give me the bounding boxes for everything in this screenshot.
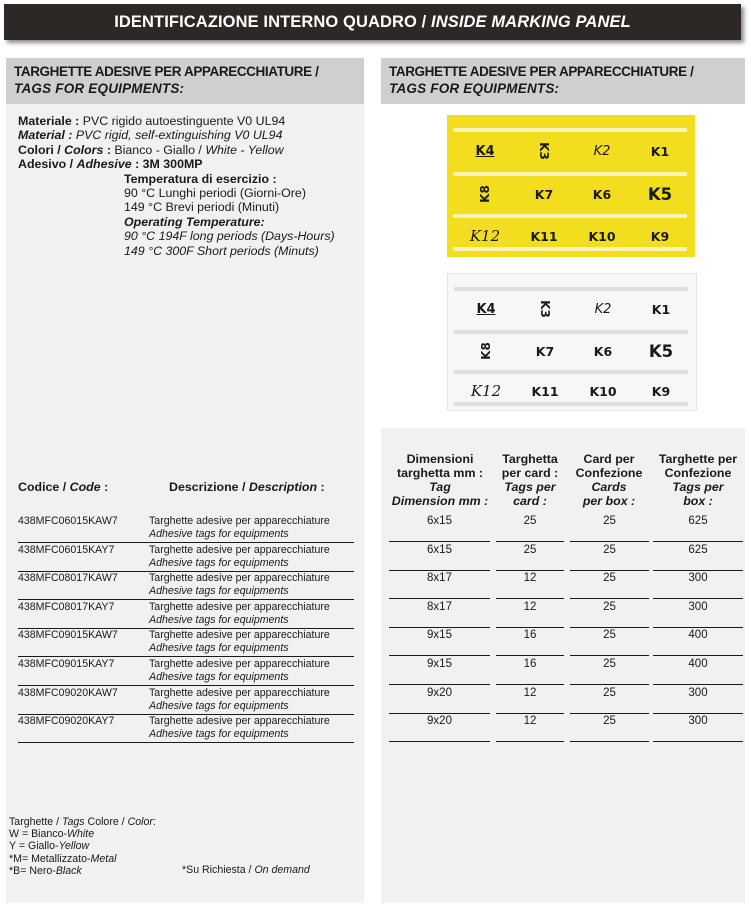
cards-per-box: 25 [603, 600, 616, 613]
tag-label: K11 [530, 228, 558, 244]
product-code: 438MFC08017KAW7 [18, 572, 118, 585]
table-row [18, 687, 358, 713]
row-divider [570, 541, 649, 542]
left-panel-heading [6, 58, 364, 104]
tag-dimension: 6x15 [427, 515, 452, 527]
description-italian: Targhette adesive per apparecchiature [149, 658, 330, 670]
tags-per-box: 300 [688, 600, 708, 613]
cards-per-box: 25 [603, 572, 616, 585]
product-code: 438MFC09015KAY7 [18, 658, 115, 670]
row-divider [496, 627, 564, 628]
cards-per-box: 25 [603, 715, 616, 728]
tag-dimension: 8x17 [427, 600, 452, 613]
tag-dimension-header: Dimensioni targhetta mm : Tag Dimension mm : [391, 452, 489, 508]
row-divider [389, 598, 490, 599]
tag-label: K8 [478, 185, 492, 203]
description-column-header: Descrizione / Description : [169, 480, 325, 494]
colors-label: Colori / [18, 142, 65, 157]
description-english: Adhesive tags for equipments [149, 642, 289, 655]
tag-label: K1 [650, 143, 670, 159]
tag-label: K3 [537, 142, 551, 160]
on-demand-note: *Su Richiesta / On demand [182, 864, 310, 876]
description-english: Adhesive tags for equipments [149, 671, 289, 683]
row-divider [496, 655, 564, 656]
adhesive-label-en: Adhesive [76, 157, 132, 172]
page-title: IDENTIFICAZIONE INTERNO QUADRO / [114, 12, 427, 31]
cards-per-box: 25 [603, 686, 616, 699]
row-divider [496, 741, 564, 742]
tag-dimension: 6x15 [427, 543, 452, 556]
tag-label: K12 [470, 382, 502, 400]
color-legend: Targhette / Tags Colore / Color: W = Bianco-White Y = Giallo-Yellow *M= Metallizzato-Metal *B= Nero-Black [9, 816, 156, 877]
cards-per-box: 25 [603, 515, 616, 527]
cards-per-box-header: Card per Confezione Cards per box : [575, 452, 643, 508]
tag-label: K4 [475, 143, 495, 159]
description-italian: Targhette adesive per apparecchiature [149, 629, 330, 642]
tags-per-card: 25 [523, 543, 537, 556]
colors-label-sep: : [103, 142, 111, 157]
cards-per-box: 25 [603, 629, 616, 642]
product-code: 438MFC08017KAY7 [18, 600, 115, 613]
table-row [18, 572, 358, 598]
row-divider [496, 570, 564, 571]
tag-label: K11 [531, 383, 559, 399]
row-divider [389, 570, 490, 571]
tags-per-card-header: Targhetta per card : Tags per card : [501, 452, 559, 508]
description-italian: Targhette adesive per apparecchiature [149, 686, 330, 699]
page-title-bar [4, 4, 741, 40]
tags-per-card: 16 [523, 629, 537, 642]
description-english: Adhesive tags for equipments [149, 613, 289, 626]
row-divider [570, 655, 649, 656]
description-italian: Targhette adesive per apparecchiature [149, 515, 330, 527]
description-english: Adhesive tags for equipments [149, 728, 289, 741]
tags-per-box-header: Targhette per Confezione Tags per box : [658, 452, 738, 508]
tag-label: K8 [479, 342, 493, 360]
tags-per-card: 12 [523, 715, 537, 728]
material-label-en: Material : [18, 128, 73, 143]
table-row [18, 601, 358, 627]
row-divider [653, 741, 743, 742]
row-divider [389, 541, 490, 542]
tag-dimension: 9x20 [427, 715, 452, 728]
row-divider [653, 570, 743, 571]
tag-label: K5 [648, 341, 674, 361]
operating-temperature-long: 90 °C 194F long periods (Days-Hours) [124, 229, 335, 244]
table-row [18, 715, 358, 741]
row-divider [496, 598, 564, 599]
adhesive-value: : 3M 300MP [131, 157, 203, 172]
table-row [18, 544, 358, 570]
description-italian: Targhette adesive per apparecchiature [149, 543, 330, 556]
row-divider [496, 684, 564, 685]
description-italian: Targhette adesive per apparecchiature [149, 715, 330, 728]
tag-label: K6 [593, 343, 613, 359]
colors-value: Bianco - Giallo / [110, 142, 206, 157]
right-heading-line1: TARGHETTE ADESIVE PER APPARECCHIATURE / [389, 64, 694, 79]
tags-per-box: 300 [688, 715, 708, 728]
colors-label-en: Colors [64, 142, 104, 157]
row-divider [570, 627, 649, 628]
tag-dimension: 9x15 [427, 658, 452, 670]
tags-per-box: 300 [688, 572, 708, 585]
colors-value-en: White - Yellow [205, 142, 284, 157]
specifications [18, 114, 358, 258]
tag-label: K5 [647, 184, 673, 204]
tags-per-card: 12 [523, 600, 537, 613]
tags-per-card: 25 [523, 515, 537, 527]
yellow-tag-card-image [447, 115, 695, 257]
description-english: Adhesive tags for equipments [149, 556, 289, 569]
row-divider [389, 713, 490, 714]
right-heading-line2: TAGS FOR EQUIPMENTS: [389, 81, 560, 96]
tags-per-box: 400 [688, 629, 708, 642]
product-code: 438MFC09020KAY7 [18, 715, 115, 728]
row-divider [389, 684, 490, 685]
row-divider [389, 741, 490, 742]
tag-label: K1 [651, 301, 671, 317]
tag-dimension: 8x17 [427, 572, 452, 585]
tags-per-card: 12 [523, 572, 537, 585]
tag-label: K3 [538, 300, 552, 318]
cards-per-box: 25 [603, 543, 616, 556]
right-panel-heading [381, 58, 745, 104]
description-italian: Targhette adesive per apparecchiature [149, 572, 330, 585]
row-divider [570, 684, 649, 685]
row-divider [653, 713, 743, 714]
row-divider [389, 655, 490, 656]
temperature-long: 90 °C Lunghi periodi (Giorni-Ore) [124, 186, 306, 201]
material-value: PVC rigido autoestinguente V0 UL94 [79, 114, 286, 128]
row-divider [496, 713, 564, 714]
tags-per-box: 300 [688, 686, 708, 699]
tag-label: K10 [589, 383, 617, 399]
tag-label: K7 [534, 186, 554, 202]
row-divider [496, 541, 564, 542]
tag-label: K2 [594, 301, 612, 317]
material-label: Materiale : [18, 114, 80, 128]
material-value-en: PVC rigid, self-extinguishing V0 UL94 [72, 128, 283, 143]
table-row [18, 515, 358, 541]
row-divider [570, 598, 649, 599]
adhesive-label: Adesivo / [18, 157, 77, 172]
tag-dimension: 9x20 [427, 686, 452, 699]
operating-temperature-short: 149 °C 300F Short periods (Minuts) [124, 243, 319, 258]
tags-per-card: 12 [523, 686, 537, 699]
tag-label: K2 [593, 143, 611, 159]
temperature-short: 149 °C Brevi periodi (Minuti) [124, 200, 280, 215]
tag-label: K9 [650, 228, 670, 244]
product-code: 438MFC09015KAW7 [18, 629, 118, 642]
code-column-header: Codice / Code : [18, 480, 109, 494]
tag-dimension: 9x15 [427, 629, 452, 642]
tag-label: K7 [535, 343, 555, 359]
row-divider [653, 655, 743, 656]
tag-label: K4 [476, 301, 496, 317]
tag-label: K9 [651, 383, 671, 399]
operating-temperature-label: Operating Temperature: [124, 214, 265, 229]
row-divider [653, 541, 743, 542]
row-divider [389, 627, 490, 628]
left-heading-line2: TAGS FOR EQUIPMENTS: [14, 81, 185, 96]
row-divider [570, 713, 649, 714]
row-divider [653, 684, 743, 685]
tags-per-card: 16 [523, 658, 537, 670]
row-divider [653, 598, 743, 599]
tag-label: K12 [469, 227, 501, 245]
product-code: 438MFC06015KAW7 [18, 515, 118, 527]
table-row [18, 629, 358, 655]
tag-label: K10 [588, 228, 616, 244]
row-divider [18, 742, 354, 743]
left-heading-line1: TARGHETTE ADESIVE PER APPARECCHIATURE / [14, 64, 319, 79]
page-title-english: INSIDE MARKING PANEL [431, 12, 631, 31]
table-row [18, 658, 358, 684]
description-italian: Targhette adesive per apparecchiature [149, 600, 330, 613]
product-code: 438MFC09020KAW7 [18, 686, 118, 699]
row-divider [653, 627, 743, 628]
row-divider [570, 570, 649, 571]
description-english: Adhesive tags for equipments [149, 699, 289, 712]
tags-per-box: 625 [688, 543, 708, 556]
row-divider [570, 741, 649, 742]
description-english: Adhesive tags for equipments [149, 585, 289, 598]
white-tag-card-image [447, 273, 697, 411]
tags-per-box: 400 [688, 658, 708, 670]
product-code: 438MFC06015KAY7 [18, 543, 115, 556]
tag-label: K6 [592, 186, 612, 202]
tags-per-box: 625 [688, 515, 708, 527]
cards-per-box: 25 [603, 658, 616, 670]
temperature-label: Temperatura di esercizio : [124, 171, 277, 186]
description-english: Adhesive tags for equipments [149, 528, 289, 540]
